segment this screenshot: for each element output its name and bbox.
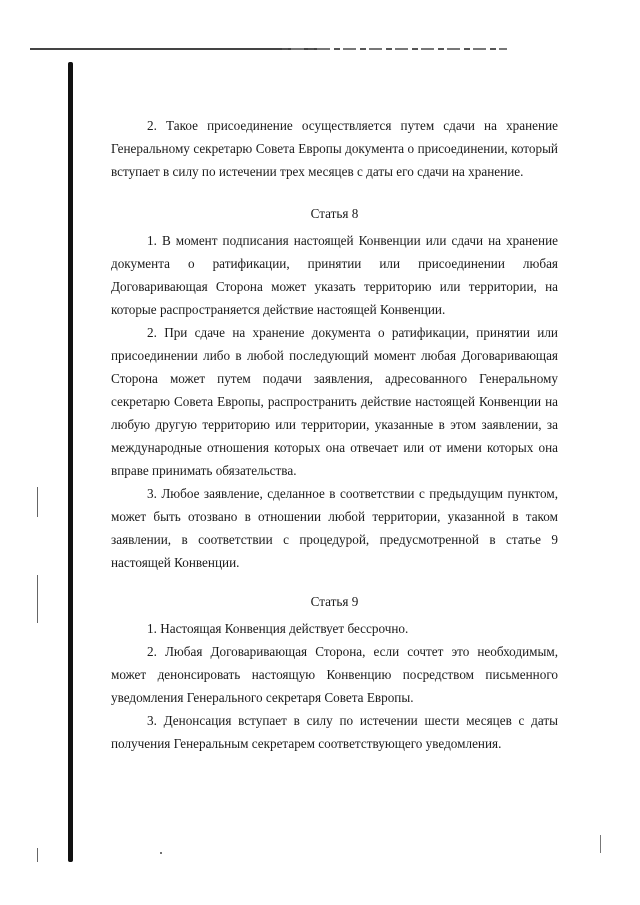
scan-margin-mark <box>600 835 601 853</box>
scan-margin-mark <box>37 575 38 623</box>
article8-paragraph-1: 1. В момент подписания настоящей Конвенции или сдачи на хранение документа о ратификации, принятии или присоединении любая Договаривающая Сторона может указать территорию или территории, на которые распространяется действие настоящей Конвенции. <box>111 233 558 317</box>
scan-margin-mark <box>37 487 38 517</box>
scan-edge-line-dashed <box>282 48 507 50</box>
article7-paragraph-2: 2. Такое присоединение осуществляется путем сдачи на хранение Генеральному секретарю Совета Европы документа о присоединении, который вступает в силу по истечении трех месяцев с даты его сдачи на хранение. <box>111 118 558 179</box>
document-body <box>111 114 558 755</box>
scan-binding-shadow <box>68 62 73 862</box>
article9-paragraph-3: 3. Денонсация вступает в силу по истечении шести месяцев с даты получения Генеральным секретарем соответствующего уведомления. <box>111 713 558 751</box>
article8-paragraph-2: 2. При сдаче на хранение документа о ратификации, принятии или присоединении либо в любой последующий момент любая Договаривающая Сторона может путем подачи заявления, адресованного Генеральному секретарю Совета Европы, распространить действие настоящей Конвенции на любую другую территорию или территории, указанные в этом заявлении, за международные отношения которых она отвечает или от имени которых она вправе принимать обязательства. <box>111 325 558 478</box>
article8-title: Статья 8 <box>310 206 359 221</box>
article9-paragraph-1: 1. Настоящая Конвенция действует бессрочно. <box>147 621 409 636</box>
article9-title: Статья 9 <box>310 594 359 609</box>
article8-paragraph-3: 3. Любое заявление, сделанное в соответствии с предыдущим пунктом, может быть отозвано в отношении любой территории, указанной в таком заявлении, в соответствии с процедурой, предусмотренной в статье 9 настоящей Конвенции. <box>111 486 558 570</box>
article9-paragraph-2: 2. Любая Договаривающая Сторона, если сочтет это необходимым, может денонсировать настоящую Конвенцию посредством письменного уведомления Генерального секретаря Совета Европы. <box>111 644 558 705</box>
scan-edge-line <box>30 48 325 50</box>
scan-speck <box>160 852 162 854</box>
scan-margin-mark <box>37 848 38 862</box>
